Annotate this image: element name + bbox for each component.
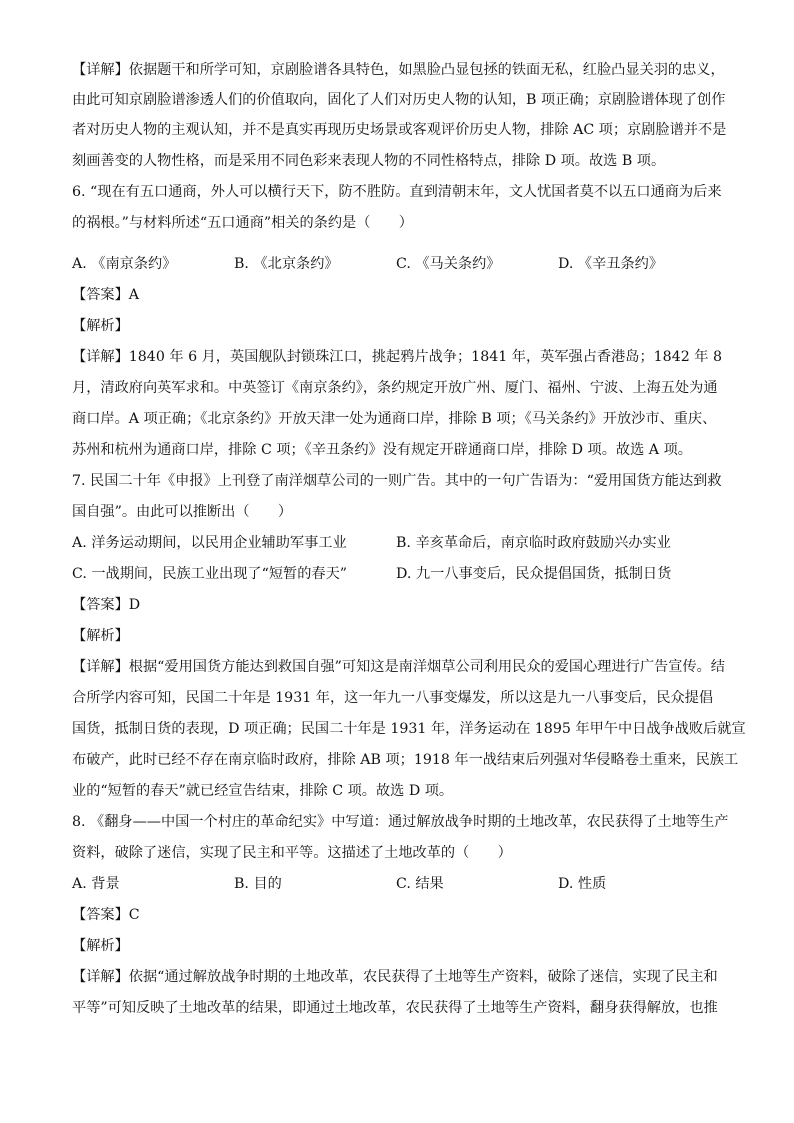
option-d: D. 性质 <box>558 876 607 892</box>
answer-label: 【答案】D <box>72 597 141 613</box>
question-7-options-row2 <box>72 564 732 584</box>
question-6-stem: 的祸根。”与材料所述“五口通商”相关的条约是（ ） <box>72 215 413 231</box>
answer-label: 【答案】A <box>72 287 139 303</box>
text-line: 平等”可知反映了土地改革的结果，即通过土地改革，农民获得了土地等生产资料，翻身获得解放，也推 <box>72 1000 718 1016</box>
text-line: 【详解】依据“通过解放战争时期的土地改革，农民获得了土地等生产资料，破除了迷信，实现了民主和 <box>72 969 718 985</box>
question-8-stem: 资料，破除了迷信，实现了民主和平等。这描述了土地改革的（ ） <box>72 845 512 861</box>
option-c: C. 结果 <box>396 876 444 892</box>
question-8-stem: 8. 《翻身——中国一个村庄的革命纪实》中写道：通过解放战争时期的土地改革，农民获得了土地等生产 <box>72 814 729 830</box>
question-7-options-row1 <box>72 533 732 553</box>
option-d: D. 九一八事变后，民众提倡国货，抵制日货 <box>396 566 672 582</box>
text-line: 者对历史人物的主观认知，并不是真实再现历史场景或客观评价历史人物，排除 AC 项；京剧脸谱并不是 <box>72 122 727 138</box>
option-a: A. 洋务运动期间，以民用企业辅助军事工业 <box>72 535 347 551</box>
text-line: 国货，抵制日货的表现，D 项正确；民国二十年是 1931 年，洋务运动在 1895 年甲午中日战争战败后就宣 <box>72 721 746 737</box>
text-line: 商口岸。A 项正确；《北京条约》开放天津一处为通商口岸，排除 B 项；《马关条约》开放沙市、重庆、 <box>72 411 717 427</box>
question-6-options <box>72 254 732 274</box>
option-a: A. 背景 <box>72 876 120 892</box>
analysis-label: 【解析】 <box>72 938 129 954</box>
analysis-label: 【解析】 <box>72 318 129 334</box>
text-line: 合所学内容可知，民国二十年是 1931 年，这一年九一八事变爆发，所以这是九一八事变后，民众提倡 <box>72 690 714 706</box>
text-line: 【详解】根据“爱用国货方能达到救国自强”可知这是南洋烟草公司利用民众的爱国心理进行广告宣传。结 <box>72 659 725 675</box>
text-line: 【详解】依据题干和所学可知，京剧脸谱各具特色，如黑脸凸显包拯的铁面无私，红脸凸显关羽的忠义， <box>72 62 725 78</box>
text-line: 刻画善变的人物性格，而是采用不同色彩来表现人物的不同性格特点，排除 D 项。故选 B 项。 <box>72 153 666 169</box>
answer-label: 【答案】C <box>72 907 140 923</box>
text-line: 业的“短暂的春天”就已经宣告结束，排除 C 项。故选 D 项。 <box>72 783 454 799</box>
option-c: C. 一战期间，民族工业出现了“短暂的春天” <box>72 566 348 582</box>
text-line: 月，清政府向英军求和。中英签订《南京条约》，条约规定开放广州、厦门、福州、宁波、上海五处为通 <box>72 380 718 396</box>
option-b: B. 目的 <box>234 876 282 892</box>
analysis-label: 【解析】 <box>72 628 129 644</box>
question-7-stem: 7. 民国二十年《申报》上刊登了南洋烟草公司的一则广告。其中的一句广告语为：“爱用国货方能达到救 <box>72 473 722 489</box>
option-c: C. 《马关条约》 <box>396 256 501 272</box>
question-7-stem: 国自强”。由此可以推断出（ ） <box>72 504 293 520</box>
option-d: D. 《辛丑条约》 <box>558 256 664 272</box>
text-line: 【详解】1840 年 6 月，英国舰队封锁珠江口，挑起鸦片战争；1841 年，英军强占香港岛；1842 年 8 <box>72 349 722 365</box>
text-line: 布破产，此时已经不存在南京临时政府，排除 AB 项；1918 年一战结束后列强对华侵略卷土重来，民族工 <box>72 752 739 768</box>
text-line: 由此可知京剧脸谱渗透人们的价值取向，固化了人们对历史人物的认知，B 项正确；京剧脸谱体现了创作 <box>72 92 726 108</box>
option-a: A. 《南京条约》 <box>72 256 177 272</box>
option-b: B. 辛亥革命后，南京临时政府鼓励兴办实业 <box>396 535 671 551</box>
text-line: 苏州和杭州为通商口岸，排除 C 项；《辛丑条约》没有规定开辟通商口岸，排除 D 项。故选 A 项。 <box>72 442 692 458</box>
option-b: B. 《北京条约》 <box>234 256 339 272</box>
question-8-options <box>72 874 732 894</box>
question-6-stem: 6. “现在有五口通商，外人可以横行天下，防不胜防。直到清朝末年，文人忧国者莫不以五口通商为后来 <box>72 184 722 200</box>
